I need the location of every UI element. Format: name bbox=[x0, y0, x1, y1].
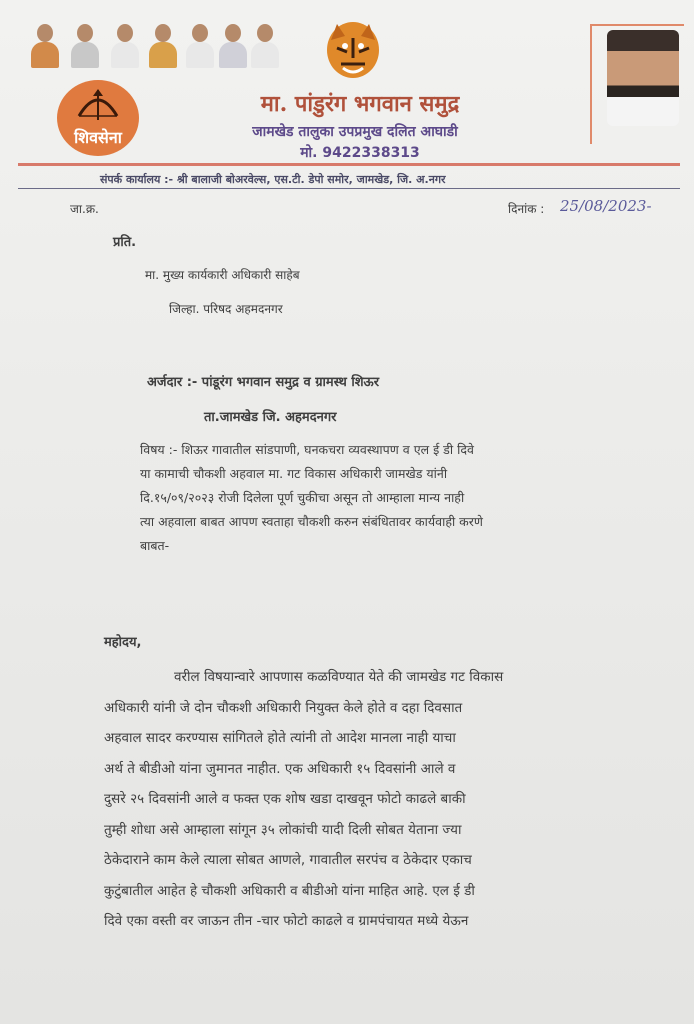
portrait-photo bbox=[607, 30, 679, 126]
salutation: महोदय, bbox=[104, 635, 142, 650]
to-label: प्रति. bbox=[113, 235, 137, 250]
bow-arrow-icon bbox=[75, 88, 121, 122]
office-address: संपर्क कार्यालय :- श्री बालाजी बोअरवेल्स, एस.टी. डेपो समोर, जामखेड, जि. अ.नगर bbox=[100, 173, 446, 186]
applicant-line: ता.जामखेड जि. अहमदनगर bbox=[204, 410, 337, 425]
leader-photo bbox=[185, 22, 215, 68]
leader-photo bbox=[148, 22, 178, 68]
letterhead-title: मा. पांडुरंग भगवान समुद्र bbox=[260, 91, 460, 117]
subject-line: त्या अहवाला बाबत आपण स्वताहा चौकशी करुन संबंधितावर कार्यवाही करणे bbox=[140, 514, 483, 529]
shivsena-logo bbox=[57, 80, 139, 156]
header-divider bbox=[18, 163, 680, 166]
letterhead-subtitle: जामखेड तालुका उपप्रमुख दलित आघाडी bbox=[252, 124, 458, 140]
body-line: ठेकेदाराने काम केले त्याला सोबत आणले, गावातील सरपंच व ठेकेदार एकाच bbox=[104, 852, 472, 868]
leader-photo bbox=[218, 22, 248, 68]
body-line: अर्थ ते बीडीओ यांना जुमानत नाहीत. एक अधिकारी १५ दिवसांनी आले व bbox=[104, 760, 456, 777]
subject-line: बाबत- bbox=[140, 538, 170, 553]
leaders-photo-strip bbox=[30, 18, 282, 70]
body-line: तुम्ही शोधा असे आम्हाला सांगून ३५ लोकांची यादी दिली सोबत येताना ज्या bbox=[104, 821, 462, 838]
recipient-line: जिल्हा. परिषद अहमदनगर bbox=[169, 302, 283, 316]
leader-photo bbox=[70, 22, 100, 68]
applicant-line: अर्जदार :- पांडूरंग भगवान समुद्र व ग्रामस्थ शिऊर bbox=[147, 375, 380, 390]
subject-line: दि.१५/०९/२०२३ रोजी दिलेला पूर्ण चुकीचा असून तो आम्हाला मान्य नाही bbox=[140, 490, 465, 505]
date-label: दिनांक : bbox=[508, 202, 545, 216]
body-line: दुसरे २५ दिवसांनी आले व फक्त एक शोष खडा दाखवून फोटो काढले बाकी bbox=[104, 791, 466, 807]
leader-photo bbox=[110, 22, 140, 68]
body-line: अधिकारी यांनी जे दोन चौकशी अधिकारी नियुक्त केले होते व दहा दिवसात bbox=[104, 699, 463, 716]
subject-line: या कामाची चौकशी अहवाल मा. गट विकास अधिकारी जामखेड यांनी bbox=[140, 466, 448, 481]
date-value: 25/08/2023- bbox=[560, 197, 652, 215]
subject-line: विषय :- शिऊर गावातील सांडपाणी, घनकचरा व्यवस्थापण व एल ई डी दिवे bbox=[140, 442, 474, 457]
leader-photo bbox=[30, 22, 60, 68]
body-line: दिवे एका वस्ती वर जाऊन तीन -चार फोटो काढले व ग्रामपंचायत मध्ये येऊन bbox=[104, 913, 469, 929]
leader-photo bbox=[250, 22, 280, 68]
body-line: कुटुंबातील आहेत हे चौकशी अधिकारी व बीडीओ यांना माहित आहे. एल ई डी bbox=[104, 882, 475, 899]
recipient-line: मा. मुख्य कार्यकारी अधिकारी साहेब bbox=[145, 268, 300, 282]
reference-number-label: जा.क्र. bbox=[70, 202, 99, 216]
subject-block bbox=[140, 438, 630, 558]
letter-body bbox=[104, 662, 664, 937]
body-line: वरील विषयान्वारे आपणास कळविण्यात येते की जामखेड गट विकास bbox=[174, 669, 504, 685]
tiger-emblem-icon bbox=[323, 18, 383, 80]
body-line: अहवाल सादर करण्यास सांगितले होते त्यांनी तो आदेश मानला नाही याचा bbox=[104, 730, 456, 746]
letterhead-mobile: मो. 9422338313 bbox=[300, 145, 420, 161]
address-divider bbox=[18, 188, 680, 189]
logo-text: शिवसेना bbox=[74, 128, 122, 147]
